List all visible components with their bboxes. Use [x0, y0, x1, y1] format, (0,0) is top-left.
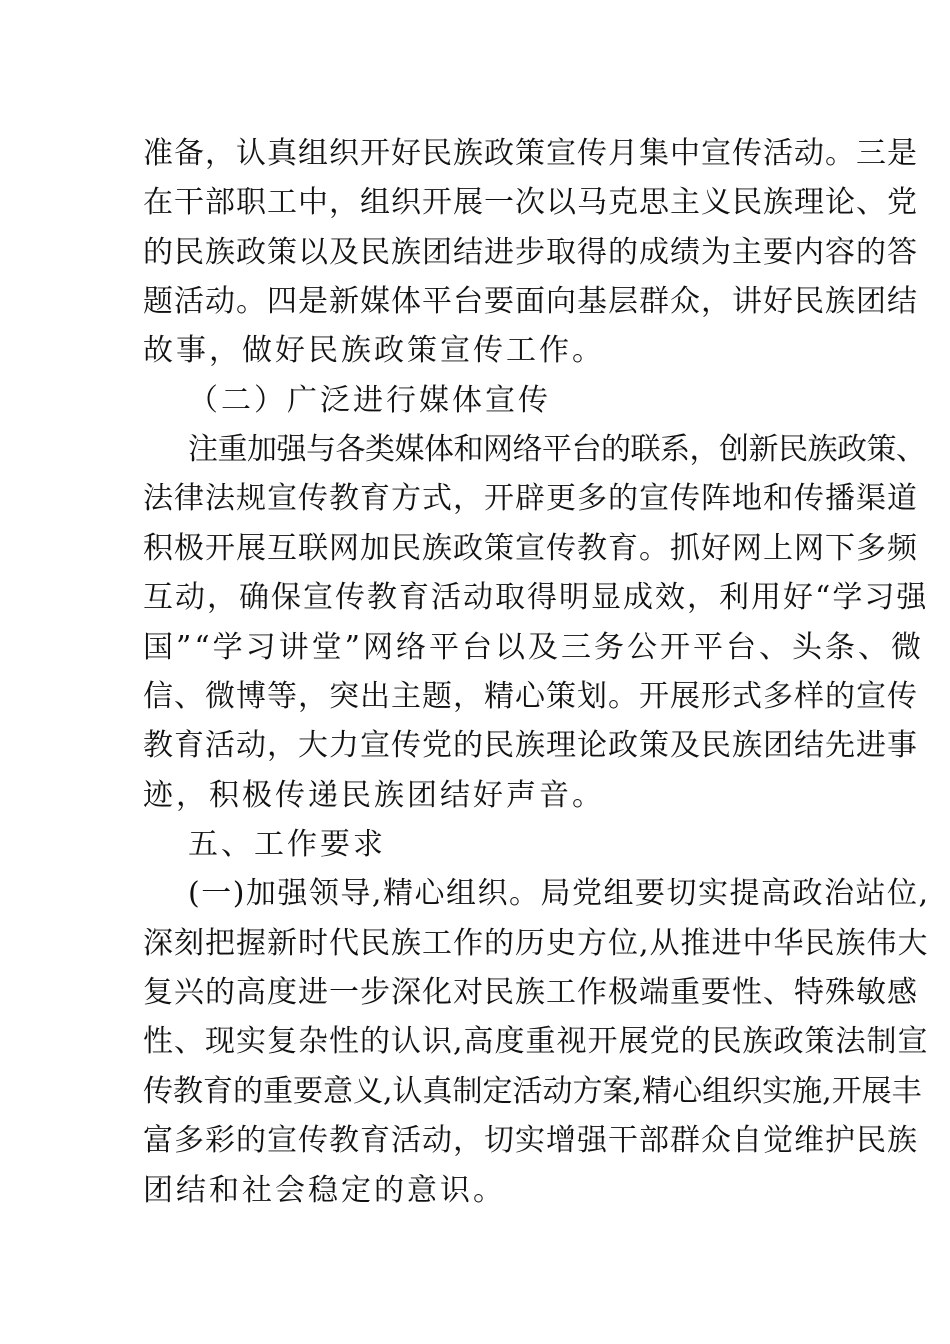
paragraph-line: 富多彩的宣传教育活动，切实增强干部群众自觉维护民族	[143, 1123, 918, 1158]
paragraph-line: 在干部职工中，组织开展一次以马克思主义民族理论、党	[143, 185, 918, 220]
paragraph-line: 国”“学习讲堂”网络平台以及三务公开平台、头条、微	[143, 630, 925, 665]
paragraph-line: 复兴的高度进一步深化对民族工作极端重要性、特殊敏感	[143, 975, 918, 1010]
paragraph-line: (一)加强领导,精心组织。局党组要切实提高政治站位,	[188, 876, 930, 911]
paragraph-line: 故事，做好民族政策宣传工作。	[143, 333, 605, 368]
section-heading: （二）广泛进行媒体宣传	[188, 383, 551, 418]
paragraph-line: 团结和社会稳定的意识。	[143, 1173, 506, 1208]
paragraph-line: 的民族政策以及民族团结进步取得的成绩为主要内容的答	[143, 235, 918, 270]
paragraph-line: 信、微博等，突出主题，精心策划。开展形式多样的宣传	[143, 679, 918, 714]
paragraph-line: 积极开展互联网加民族政策宣传教育。抓好网上网下多频	[143, 531, 918, 566]
paragraph-line: 教育活动，大力宣传党的民族理论政策及民族团结先进事	[143, 728, 918, 763]
paragraph-line: 深刻把握新时代民族工作的历史方位,从推进中华民族伟大	[143, 926, 929, 961]
section-heading: 五、工作要求	[188, 827, 386, 862]
paragraph-line: 迹，积极传递民族团结好声音。	[143, 778, 605, 813]
paragraph-line: 传教育的重要意义,认真制定活动方案,精心组织实施,开展丰	[143, 1074, 922, 1109]
paragraph-line: 互动，确保宣传教育活动取得明显成效，利用好“学习强	[143, 580, 929, 615]
paragraph-line: 法律法规宣传教育方式，开辟更多的宣传阵地和传播渠道	[143, 481, 918, 516]
paragraph-line: 注重加强与各类媒体和网络平台的联系，创新民族政策、	[188, 432, 926, 467]
paragraph-line: 性、现实复杂性的认识,高度重视开展党的民族政策法制宣	[143, 1024, 929, 1059]
paragraph-line: 准备，认真组织开好民族政策宣传月集中宣传活动。三是	[143, 136, 918, 171]
paragraph-line: 题活动。四是新媒体平台要面向基层群众，讲好民族团结	[143, 284, 918, 319]
